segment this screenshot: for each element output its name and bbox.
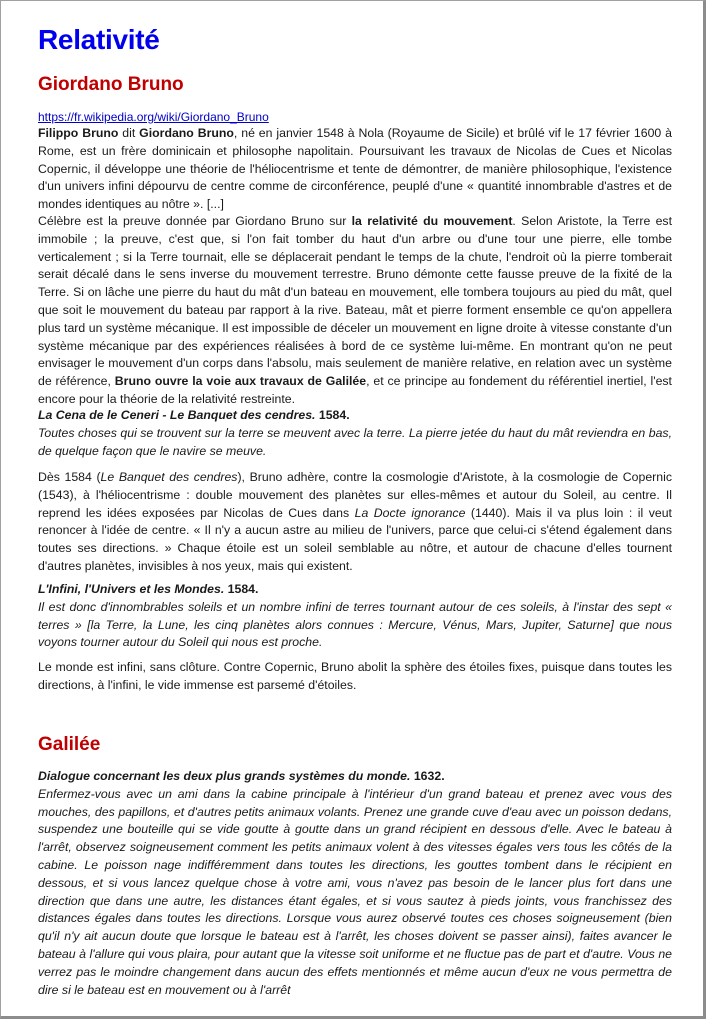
- page-title: Relativité: [38, 24, 160, 55]
- quote-cena: Toutes choses qui se trouvent sur la terre se meuvent avec la terre. La pierre jetée du haut du mât reviendra en bas, de quelque façon que le navire se meuve.: [38, 425, 672, 458]
- text-span: , et ce principe au fondement du référentiel inertiel, l'est encore pour la théorie de la relativité restreinte.: [38, 374, 672, 406]
- relativity-paragraph: [38, 213, 672, 409]
- bruno-intro-paragraph: [38, 125, 672, 214]
- text-span: ), Bruno adhère, contre la cosmologie d'Aristote, à la cosmologie de Copernic (1543), à l'héliocentrisme : double mouvement des planètes sur elles-mêmes et autour du Soleil, au centre. Il reprend les idées exposées par Nicolas de Cues dans: [38, 470, 672, 520]
- wikipedia-link[interactable]: https://fr.wikipedia.org/wiki/Giordano_Bruno: [38, 110, 269, 124]
- text-span: (1440). Mais il va plus loin : il veut renoncer à l'idée de centre. « Il n'y a aucun astre au milieu de l'univers, parce que celui-ci s'étend également dans toutes ses directions. » Chaque étoile est un soleil semblable au nôtre, et autour de chacune d'elles tournent d'autres planètes, invisibles à nos yeux, mais qui existent.: [38, 505, 672, 573]
- work-title-italic: L'Infini, l'Univers et les Mondes.: [38, 582, 225, 596]
- text-span: dit: [118, 126, 140, 140]
- quote-dialogue: Enfermez-vous avec un ami dans la cabine principale à l'intérieur d'un grand bateau et prenez avec vous des mouches, des papillons, et d'autres petits animaux volants. Prenez une grande cuve d'eau avec un poisson dedans, suspendez une bouteille qui se vide goutte à goutte dans un grand récipient en dessous d'elle. Avec le bateau à l'arrêt, observez soigneusement comment les petits animaux volent à des vitesses égales vers tous les côtés de la cabine. Le poisson nage indifféremment dans toutes les directions, les gouttes tombent dans le récipient en dessous, et si vous lancez quelque chose à votre ami, vous n'avez pas besoin de le lancer plus fort dans une direction que dans une autre, les distances étant égales, et si vous sautez à pieds joints, vous franchissez des distances égales dans toutes les directions. Lorsque vous aurez observé toutes ces choses soigneusement (bien qu'il n'y ait aucun doute que lorsque le bateau est à l'arrêt, les choses doivent se passer ainsi), faites avancer le bateau à l'allure qui vous plaira, pour autant que la vitesse soit uniforme et ne fluctue pas de part et d'autre. Vous ne verrez pas le moindre changement dans aucun des effets mentionnés et même aucun d'eux ne vous permettra de dire si le bateau est en mouvement ou à l'arrêt: [38, 786, 672, 997]
- work-year: 1632.: [410, 769, 445, 783]
- name-giordano-bruno: Giordano Bruno: [139, 126, 234, 140]
- work-title-infini: [38, 581, 672, 599]
- quote-infini: Il est donc d'innombrables soleils et un nombre infini de terres tournant autour de ces soleils, à l'instar des sept « terres » [la Terre, la Lune, les cinq planètes alors connues : Mercure, Vénus, Mars, Jupiter, Saturne] que nous voyons tourner autour du Soleil qui nous est proche.: [38, 599, 672, 650]
- italic-banquet: Le Banquet des cendres: [100, 470, 238, 484]
- section-heading-galilee: Galilée: [38, 734, 101, 755]
- work-title-cena: [38, 407, 672, 425]
- infini-citation-block: [38, 581, 672, 652]
- bold-voie-galilee: Bruno ouvre la voie aux travaux de Galilée: [114, 374, 367, 389]
- section-heading-giordano-bruno: Giordano Bruno: [38, 74, 184, 95]
- des-1584-paragraph: [38, 469, 672, 576]
- cena-citation-block: [38, 407, 672, 460]
- monde-infini-paragraph: Le monde est infini, sans clôture. Contre Copernic, Bruno abolit la sphère des étoiles fixes, puisque dans toutes les directions, à l'infini, le vide immense est parsemé d'étoiles.: [38, 660, 672, 692]
- work-title-dialogue: [38, 768, 672, 786]
- work-year: 1584.: [224, 582, 259, 596]
- work-title-italic: Dialogue concernant les deux plus grands systèmes du monde.: [38, 769, 411, 783]
- bold-relativite-mouvement: la relativité du mouvement: [351, 214, 513, 228]
- work-year: 1584.: [315, 408, 350, 422]
- text-span: , né en janvier 1548 à Nola (Royaume de Sicile) et brûlé vif le 17 février 1600 à Rome, est un frère dominicain et philosophe napolitain. Poursuivant les travaux de Nicolas de Cues et Nicolas Copernic, il développe une théorie de l'héliocentrisme et tente de démontrer, de manière philosophique, l'existence d'un univers infini dépourvu de centre comme de circonférence, peuplé d'une « quantité innombrable d'astres et de mondes identiques au nôtre ». [...]: [38, 126, 672, 212]
- text-span: Célèbre est la preuve donnée par Giordano Bruno sur: [38, 214, 352, 228]
- text-span: Dès 1584 (: [38, 470, 101, 484]
- work-title-italic: La Cena de le Ceneri - Le Banquet des cendres.: [38, 408, 316, 422]
- dialogue-citation-block: [38, 768, 672, 999]
- text-span: . Selon Aristote, la Terre est immobile ; la preuve, c'est que, si l'on fait tomber du haut d'un arbre ou d'une tour une pierre, elle tombe verticalement ; si la Terre tournait, elle se déplacerait pendant le temps de la chute, l'endroit où la pierre tomberait serait décalé dans le sens inverse du mouvement terrestre. Bruno démonte cette fausse preuve de la fixité de la Terre. Si on lâche une pierre du haut du mât d'un bateau en mouvement, elle tombera toujours au pied du mât, quel que soit le mouvement du bateau par rapport à la rive. Bateau, mât et pierre forment ensemble ce qu'on appellera plus tard un système mécanique. Il est impossible de déceler un mouvement en ligne droite à vitesse constante d'un système mécanique par des expériences réalisées à bord de ce système lui-même. En montrant qu'on ne peut envisager le mouvement d'un corps dans l'absolu, mais seulement de manière relative, en relation avec un système de référence,: [38, 214, 672, 389]
- italic-docte-ignorance: La Docte ignorance: [354, 505, 466, 520]
- name-filippo-bruno: Filippo Bruno: [38, 126, 119, 140]
